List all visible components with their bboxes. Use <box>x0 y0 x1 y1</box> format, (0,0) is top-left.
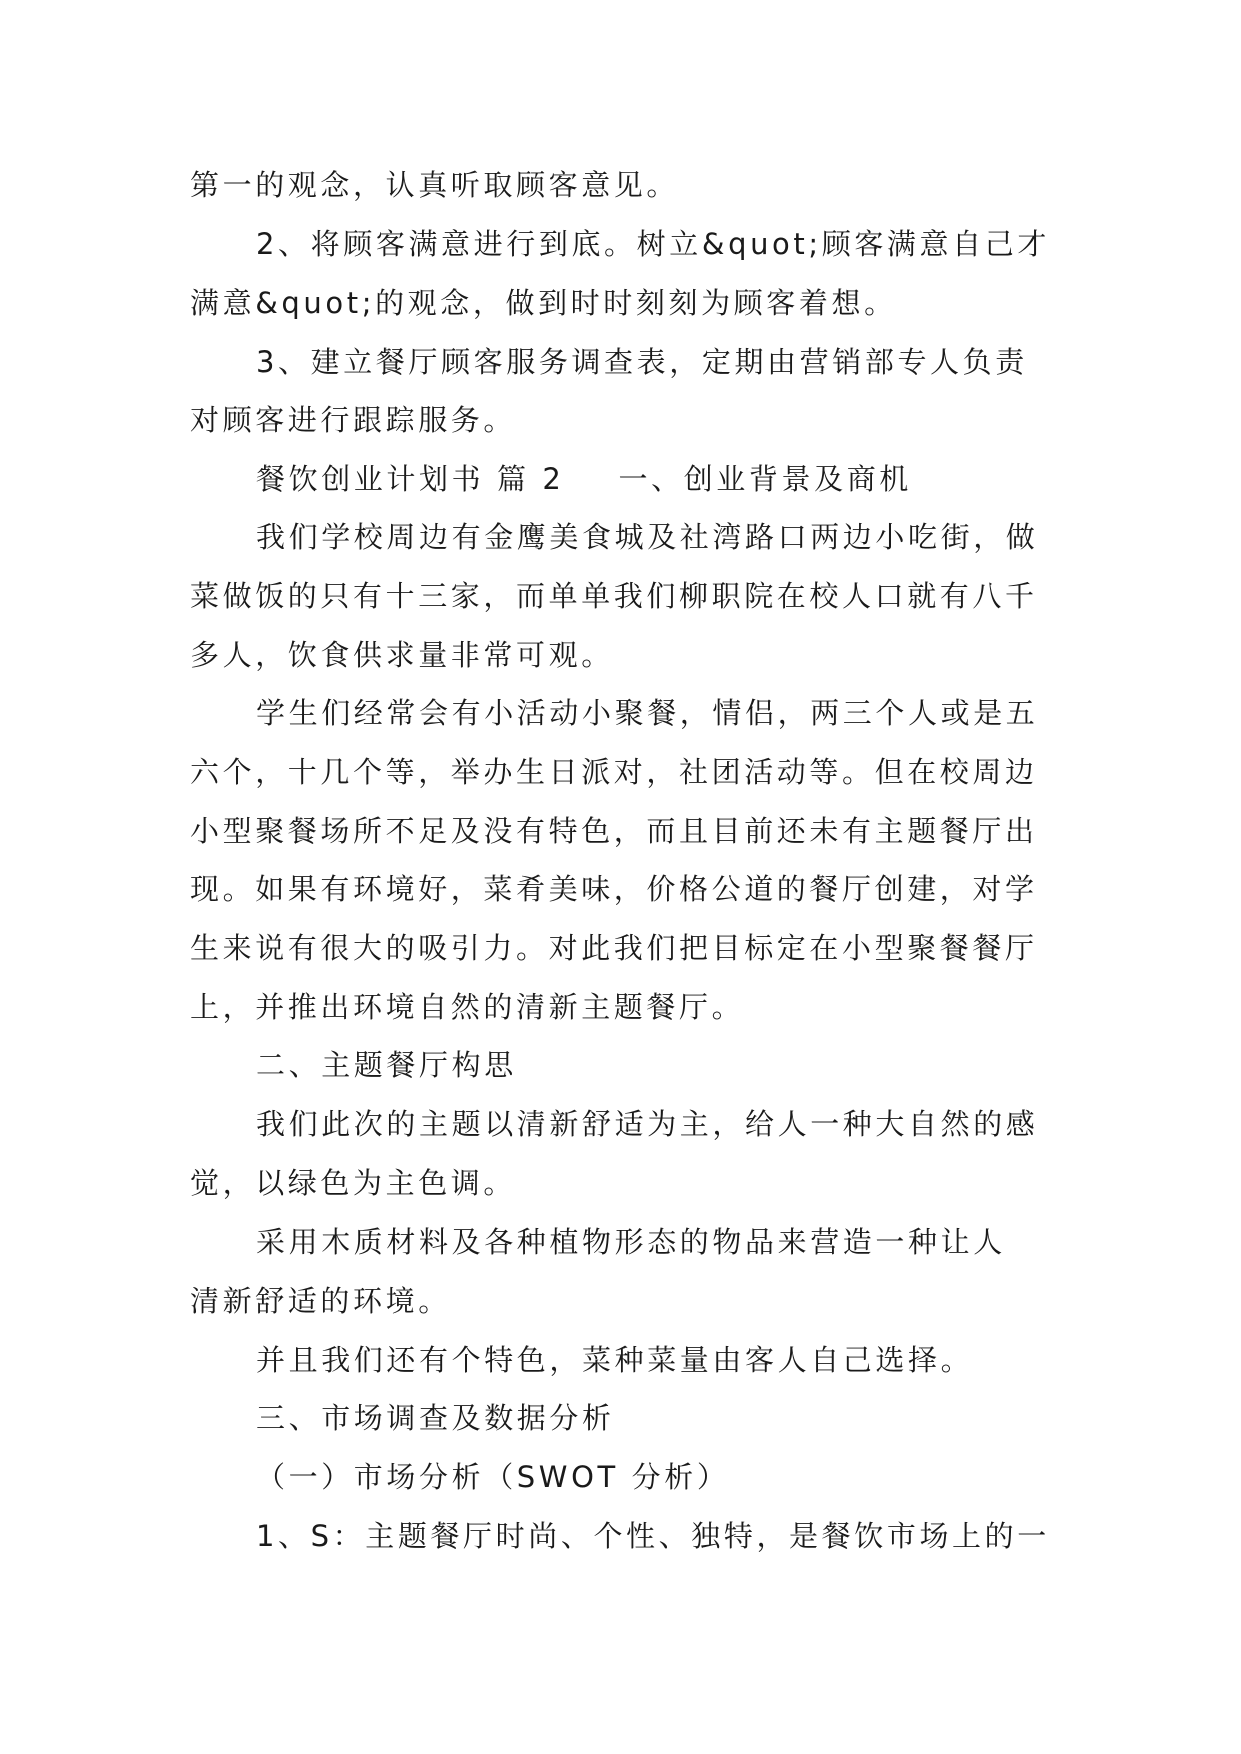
paragraph-line: 多人，饮食供求量非常可观。 <box>190 638 614 672</box>
paragraph-line: 3、建立餐厅顾客服务调查表，定期由营销部专人负责 <box>256 345 1028 379</box>
paragraph-line: 学生们经常会有小活动小聚餐，情侣，两三个人或是五 <box>256 696 1039 730</box>
section-heading: 二、主题餐厅构思 <box>256 1048 517 1082</box>
section-title: 一、创业背景及商机 <box>618 462 912 496</box>
paragraph-line: 生来说有很大的吸引力。对此我们把目标定在小型聚餐餐厅 <box>190 931 1038 965</box>
paragraph-line: 现。如果有环境好，菜肴美味，价格公道的餐厅创建，对学 <box>190 872 1038 906</box>
paragraph-line: 对顾客进行跟踪服务。 <box>190 403 517 437</box>
subsection-heading: （一）市场分析（SWOT 分析） <box>256 1460 730 1494</box>
paragraph-line: 采用木质材料及各种植物形态的物品来营造一种让人 <box>256 1225 1006 1259</box>
paragraph-line: 六个，十几个等，举办生日派对，社团活动等。但在校周边 <box>190 755 1038 789</box>
paragraph-line: 菜做饭的只有十三家，而单单我们柳职院在校人口就有八千 <box>190 579 1038 613</box>
section-heading <box>256 459 1050 499</box>
paragraph-line: 1、S：主题餐厅时尚、个性、独特，是餐饮市场上的一 <box>256 1519 1050 1553</box>
paragraph-line: 并且我们还有个特色，菜种菜量由客人自己选择。 <box>256 1343 974 1377</box>
paragraph-line: 清新舒适的环境。 <box>190 1284 451 1318</box>
paragraph-line: 我们学校周边有金鹰美食城及社湾路口两边小吃街，做 <box>256 520 1039 554</box>
paragraph-line: 小型聚餐场所不足及没有特色，而且目前还未有主题餐厅出 <box>190 814 1038 848</box>
paragraph-line: 上，并推出环境自然的清新主题餐厅。 <box>190 990 745 1024</box>
document-title: 餐饮创业计划书 篇 2 <box>256 462 565 496</box>
paragraph-line: 满意&quot;的观念，做到时时刻刻为顾客着想。 <box>190 286 897 320</box>
paragraph-line: 觉，以绿色为主色调。 <box>190 1166 517 1200</box>
paragraph-line: 我们此次的主题以清新舒适为主，给人一种大自然的感 <box>256 1107 1039 1141</box>
paragraph-line: 2、将顾客满意进行到底。树立&quot;顾客满意自己才 <box>256 227 1050 261</box>
paragraph-line: 第一的观念，认真听取顾客意见。 <box>190 168 680 202</box>
section-heading: 三、市场调查及数据分析 <box>256 1401 615 1435</box>
